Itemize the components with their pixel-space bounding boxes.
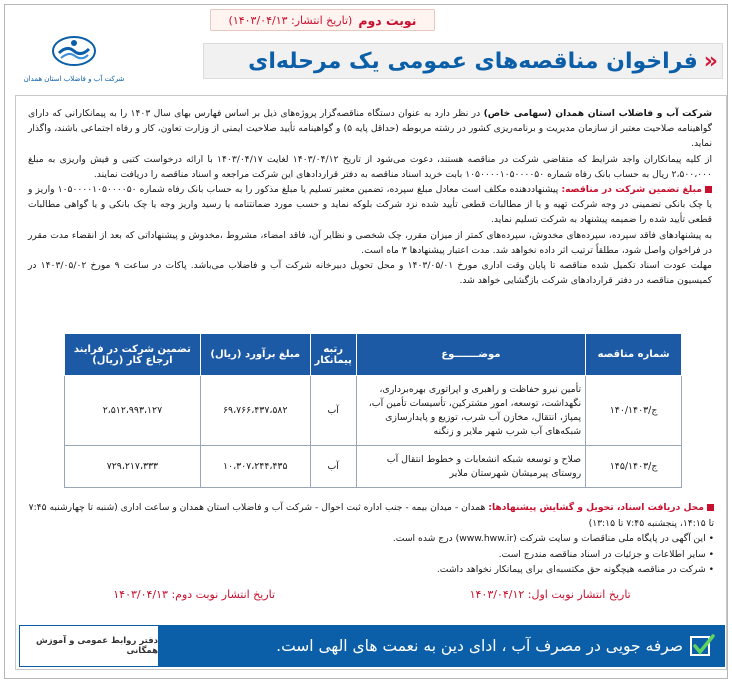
header xyxy=(11,35,723,87)
company-name: شرکت آب و فاضلاب استان همدان (سهامی خاص) xyxy=(483,108,712,119)
company-logo xyxy=(19,35,129,87)
tenders-table xyxy=(64,333,682,488)
details-note: • سایر اطلاعات و جزئیات در اسناد مناقصه مندرج است. xyxy=(498,548,714,560)
notes-list xyxy=(24,500,714,578)
public-relations-office: دفتر روابط عمومی و آموزش همگانی xyxy=(19,625,159,667)
guarantee-paragraph: مبلغ تضمین شرکت در مناقصه: پیشنهاددهنده مکلف است معادل مبلغ سپرده، تضمین معتبر تسلیم یا مبلغ مذکور را به حساب بانک رفاه شماره ۱۰۵۰۰۰۰۱۰۵۰۰۰۰۵۰ واریز و یا چک بانکی تضمینی در وجه شرکت تهیه و یا از مطالبات قطعی تأیید شده نزد شرکت بلوکه نماید و حسب مورد ضمانتنامه یا رسید واریز وجه یا چک بانکی و یا گواهی مطالبات قطعی تأیید شده را ضمیمه پیشنهاد به شرکت تسلیم نماید. xyxy=(28,184,712,226)
tender-guarantee: ۲،۵۱۲،۹۹۳،۱۲۷ xyxy=(65,376,201,446)
footer-banner xyxy=(19,625,725,667)
tender-rank: آب xyxy=(310,446,356,488)
col-subject: موضـــــــوع xyxy=(356,334,585,376)
tender-rank: آب xyxy=(310,376,356,446)
website-note: • این آگهی در پایگاه ملی مناقصات و سایت شرکت (www.hww.ir) درج شده است. xyxy=(392,533,714,544)
intro-paragraph: شرکت آب و فاضلاب استان همدان (سهامی خاص) در نظر دارد به عنوان دستگاه مناقصه‌گزار پروژه‌های ذیل بر اساس فهارس بهای سال ۱۴۰۳ را به پیمانکارانی که دارای گواهینامه صلاحیت معتبر از سازمان مدیریت و برنامه‌ریزی کشور در رشته مربوطه (حداقل پایه ۵) و گواهینامه تأیید صلاحیت ایمنی از وزارت تعاون، کار و رفاه اجتماعی باشند، واگذار نماید. xyxy=(28,108,712,150)
first-publish-date: تاریخ انتشار نوبت اول: ۱۴۰۳/۰۴/۱۲ xyxy=(469,588,631,601)
water-drops-logo-icon xyxy=(51,35,97,67)
bullet-square-icon xyxy=(707,504,714,511)
table-row xyxy=(65,376,682,446)
location-note: محل دریافت اسناد، تحویل و گشایش پیشنهادها: همدان - میدان بیمه - جنب اداره ثبت احوال - شرکت آب و فاضلاب استان همدان و ساعت اداری (شنبه تا چهارشنبه ۷:۴۵ تا ۱۴:۱۵، پنجشنبه ۷:۴۵ تا ۱۳:۱۵) xyxy=(28,502,714,529)
check-icon xyxy=(689,633,715,659)
tender-number: ج/۱۴۵/۱۴۰۳ xyxy=(586,446,682,488)
second-publish-date: تاریخ انتشار نوبت دوم: ۱۴۰۳/۰۴/۱۳ xyxy=(113,588,276,601)
tender-subject: تأمین نیرو حفاظت و راهبری و اپراتوری بهره‌برداری، نگهداشت، توسعه، امور مشترکین، تأسیسات تأمین آب، پمپاژ، انتقال، مخازن آب شرب، توزیع و پایدارسازی شبکه‌های آب شرب شهر ملایر و زنگنه xyxy=(356,376,585,446)
documents-paragraph: از کلیه پیمانکاران واجد شرایط که متقاضی شرکت در مناقصه هستند، دعوت می‌شود از تاریخ ۱۴۰۳/۰۴/۱۲ لغایت ۱۴۰۳/۰۴/۱۷ با ارائه درخواست کتبی و فیش واریزی به مبلغ ۲،۵۰۰،۰۰۰ ریال به حساب بانک رفاه شماره ۱۰۵۰۰۰۰۱۰۵۰۰۰۰۵۰ بابت خرید اسناد مناقصه به دفتر قراردادهای این شرکت مراجعه و اسناد مناقصه را دریافت نمایند. xyxy=(28,153,712,180)
tender-estimate: ۶۹،۷۶۶،۴۳۷،۵۸۲ xyxy=(200,376,310,446)
rights-note: • شرکت در مناقصه هیچگونه حق مکتسبه‌ای برای پیمانکار نخواهد داشت. xyxy=(436,564,714,575)
tender-subject: صلاح و توسعه شبکه انشعابات و خطوط انتقال آب روستای پیرمیشان شهرستان ملایر xyxy=(356,446,585,488)
page-title: فراخوان مناقصه‌های عمومی یک مرحله‌ای xyxy=(248,48,698,74)
double-chevron-icon: « xyxy=(703,48,712,74)
tender-estimate: ۱۰،۳۰۷،۲۴۴،۴۳۵ xyxy=(200,446,310,488)
col-rank: رتبه پیمانکار xyxy=(310,334,356,376)
logo-caption: شرکت آب و فاضلاب استان همدان xyxy=(23,75,125,83)
publish-date-label: (تاریخ انتشار: ۱۴۰۳/۰۴/۱۳) xyxy=(228,13,353,27)
deadline-paragraph: مهلت عودت اسناد تکمیل شده مناقصه تا پایان وقت اداری مورخ ۱۴۰۳/۰۵/۰۱ و محل تحویل دبیرخانه شرکت آب و فاضلاب می‌باشد. پاکات در ساعت ۹ مورخ ۱۴۰۳/۰۵/۰۲ در کمیسیون مناقصه در دفتر قراردادهای شرکت بازگشایی خواهد شد. xyxy=(28,260,712,287)
rejection-paragraph: به پیشنهادهای فاقد سپرده، سپرده‌های مخدوش، سپرده‌های کمتر از میزان مقرر، چک شخصی و نظایر آن، فاقد امضاء، مشروط ،مخدوش و پیشنهاداتی که بعد از انقضاء مدت مقرر در فراخوان واصل شود، مطلقاً ترتیب اثر داده نخواهد شد. مدت اعتبار پیشنهادها ۳ ماه است. xyxy=(28,229,712,256)
col-guarantee: تضمین شرکت در فرایند ارجاع کار (ریال) xyxy=(65,334,201,376)
notice-page xyxy=(4,4,728,679)
col-estimate: مبلغ برآورد (ریال) xyxy=(200,334,310,376)
tender-guarantee: ۷۲۹،۲۱۷،۳۳۳ xyxy=(65,446,201,488)
round-label: نوبت دوم xyxy=(358,12,417,28)
notice-body xyxy=(28,106,712,288)
notice-content xyxy=(15,95,727,670)
title-bar xyxy=(203,43,723,79)
bullet-square-icon xyxy=(705,186,712,193)
footer-slogan: صرفه جویی در مصرف آب ، ادای دین به نعمت های الهی است. xyxy=(276,637,683,655)
publication-badge xyxy=(210,9,435,31)
col-tender-number: شماره مناقصه xyxy=(586,334,682,376)
publication-dates xyxy=(16,588,728,601)
table-row xyxy=(65,446,682,488)
tender-number: ج/۱۴۰/۱۴۰۳ xyxy=(586,376,682,446)
